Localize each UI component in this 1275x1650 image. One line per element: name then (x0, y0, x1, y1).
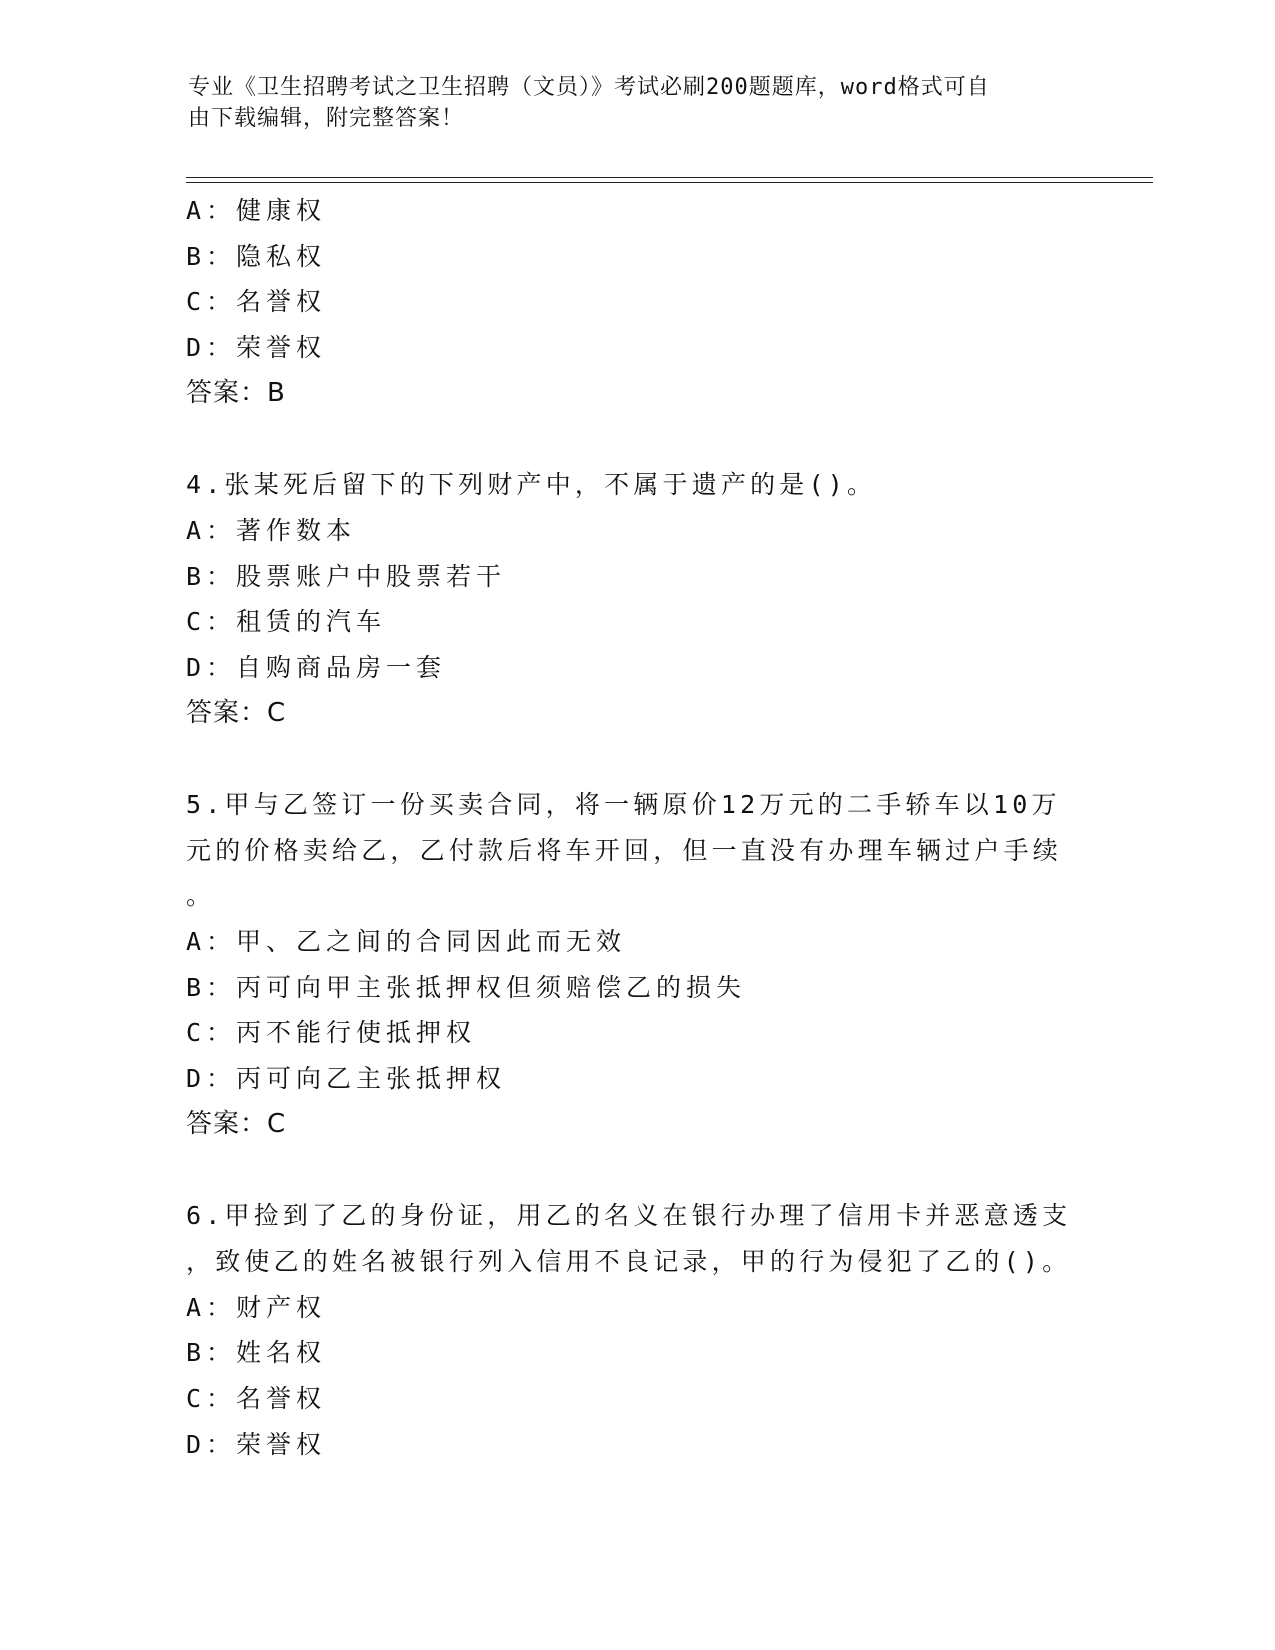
question-item (186, 188, 1086, 416)
header-rule-top (186, 177, 1153, 178)
option-d: D：自购商品房一套 (186, 652, 447, 682)
option-b: B：隐私权 (186, 241, 327, 271)
option-c: C：租赁的汽车 (186, 607, 387, 637)
answer-line: 答案：C (186, 1108, 287, 1139)
option-c: C：名誉权 (186, 1383, 327, 1413)
question-stem: 元的价格卖给乙，乙付款后将车开回，但一直没有办理车辆过户手续 (186, 835, 1063, 865)
option-d: D：荣誉权 (186, 333, 327, 363)
option-d: D：丙可向乙主张抵押权 (186, 1064, 507, 1094)
question-item (186, 782, 1086, 1148)
document-header (188, 72, 1068, 134)
option-a: A：甲、乙之间的合同因此而无效 (186, 927, 627, 956)
question-stem: 4.张某死后留下的下列财产中，不属于遗产的是()。 (186, 470, 877, 500)
option-a: A：健康权 (186, 196, 327, 225)
option-b: B：股票账户中股票若干 (186, 561, 507, 591)
answer-line: 答案：B (186, 377, 286, 408)
question-stem: 6.甲捡到了乙的身份证，用乙的名义在银行办理了信用卡并恶意透支 (186, 1201, 1072, 1231)
question-stem: 。 (186, 881, 216, 911)
question-item (186, 462, 1086, 736)
option-b: B：姓名权 (186, 1338, 327, 1368)
header-line-2: 由下载编辑，附完整答案！ (188, 106, 465, 131)
question-stem: ，致使乙的姓名被银行列入信用不良记录，甲的行为侵犯了乙的()。 (186, 1246, 1072, 1276)
header-line-1: 专业《卫生招聘考试之卫生招聘（文员）》考试必刷200题题库，word格式可自 (188, 75, 990, 100)
option-c: C：名誉权 (186, 287, 327, 317)
option-a: A：著作数本 (186, 515, 357, 545)
header-rule-bottom (186, 182, 1153, 183)
option-d: D：荣誉权 (186, 1429, 327, 1459)
answer-line: 答案：C (186, 697, 287, 728)
question-stem: 5.甲与乙签订一份买卖合同，将一辆原价12万元的二手轿车以10万 (186, 789, 1061, 819)
question-item (186, 1193, 1086, 1467)
option-a: A：财产权 (186, 1292, 327, 1322)
option-b: B：丙可向甲主张抵押权但须赔偿乙的损失 (186, 972, 747, 1002)
question-list (186, 188, 1086, 1467)
option-c: C：丙不能行使抵押权 (186, 1018, 477, 1048)
